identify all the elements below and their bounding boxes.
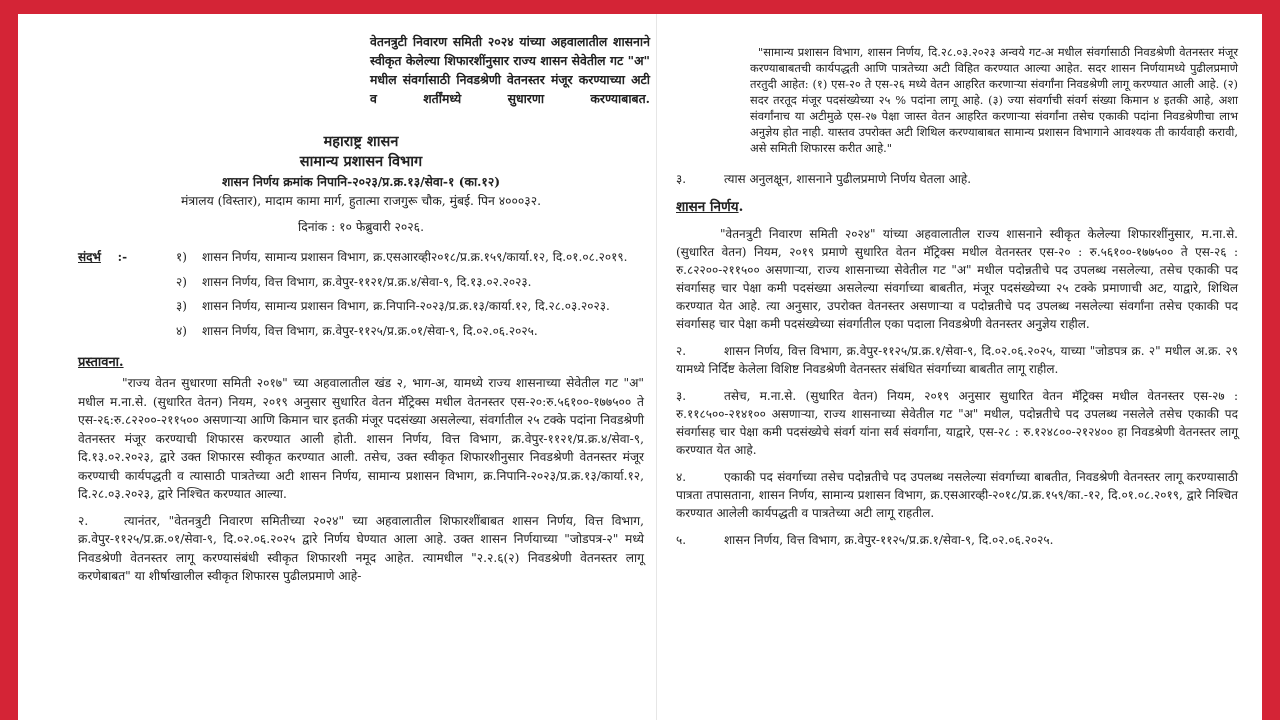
decision-paragraph-5: ५. शासन निर्णय, वित्त विभाग, क्र.वेपुर-११२५/प्र.क्र.१/सेवा-९, दि.०२.०६.२०२५. — [676, 533, 1054, 547]
paragraph-3: ३. त्यास अनुलक्षून, शासनाने पुढीलप्रमाणे निर्णय घेतला आहे. — [676, 172, 972, 186]
decision-paragraph-1: "वेतनत्रुटी निवारण समिती २०२४" यांच्या अहवालातील राज्य शासनाने स्वीकृत केलेल्या शिफारशींनुसार, म.ना.से. (सुधारित वेतन) नियम, २०१९ प्रमाणे सुधारित वेतन मॅट्रिक्स मधील वेतनस्तर एस-२० : रु.५६१००-१७७५०० ते एस-२६ : रु.८२२००-२११५०० असणाऱ्या, राज्य शासनाच्या सेवेतील गट "अ" मधील पदोन्नतीचे पद उपलब्ध नसलेल्या, तसेच एकाकी पद संवर्गासह चार पेक्षा कमी पदसंख्या असलेल्या संवर्गाच्या बाबतीत, मंजूर पदसंख्येच्या २५ टक्के प्रमाणाची अट, याद्वारे, शिथिल करण्यात येत आहे. त्या अनुसार, उपरोक्त वेतनस्तर असणाऱ्या व पदोन्नतीचे पद उपलब्ध नसलेल्या संवर्गांना तसेच एकाकी पद संवर्गासह चार पेक्षा कमी पदसंख्येच्या संवर्गातील एका पदाला निवडश्रेणी वेतनस्तर अनुज्ञेय राहील. — [676, 227, 1238, 331]
preamble-heading: प्रस्तावना. — [78, 355, 124, 370]
government-title: महाराष्ट्र शासन — [323, 133, 399, 150]
document-sheet — [18, 14, 1262, 720]
document-page-right — [666, 14, 1252, 720]
reference-item: ३) शासन निर्णय, सामान्य प्रशासन विभाग, क्र.निपानि-२०२३/प्र.क्र.१३/कार्या.१२, दि.२८.०३.२०२३. — [176, 299, 610, 313]
decision-paragraph-3: ३. तसेच, म.ना.से. (सुधारित वेतन) नियम, २०१९ अनुसार सुधारित वेतन मॅट्रिक्स मधील वेतनस्तर एस-२७ : रु.११८५००-२१४१०० असणाऱ्या, राज्य शासनाच्या सेवेतील गट "अ" मधील, पदोन्नतीचे पद उपलब्ध नसलेले तसेच एकाकी पद संवर्गासह चार पेक्षा कमी पदसंख्येचे संवर्ग यांना सर्व संवर्गांना, याद्वारे, एस-२८ : रु.१२४८००-२१२४०० हा निवडश्रेणी वेतनस्तर लागू करण्यात येत आहे. — [676, 389, 1238, 457]
reference-item: २) शासन निर्णय, वित्त विभाग, क्र.वेपुर-११२१/प्र.क्र.४/सेवा-९, दि.१३.०२.२०२३. — [176, 274, 532, 289]
department-title: सामान्य प्रशासन विभाग — [299, 153, 423, 170]
gr-number: शासन निर्णय क्रमांक निपानि-२०२३/प्र.क्र.१३/सेवा-१ (का.१२) — [221, 174, 501, 189]
reference-item: १) शासन निर्णय, सामान्य प्रशासन विभाग, क्र.एसआरव्ही२०१८/प्र.क्र.१५९/कार्या.१२, दि.०१.०८.२०१९. — [176, 250, 628, 264]
subject-heading: वेतनत्रुटी निवारण समिती २०२४ यांच्या अहवालातील शासनाने स्वीकृत केलेल्या शिफारशींनुसार राज्य शासन सेवेतील गट "अ" मधील संवर्गासाठी निवडश्रेणी वेतनस्तर मंजूर करण्याच्या अटी व शर्तींमध्ये सुधारणा करण्याबाबत. — [370, 34, 650, 106]
date-line: दिनांक : १० फेब्रुवारी २०२६. — [298, 220, 424, 234]
references-block — [78, 250, 644, 348]
decision-paragraph-2: २. शासन निर्णय, वित्त विभाग, क्र.वेपुर-११२५/प्र.क्र.१/सेवा-९, दि.०२.०६.२०२५, याच्या "जोडपत्र क्र. २" मधील अ.क्र. २९ यामध्ये निर्दिष्ट केलेला विशिष्ट निवडश्रेणी वेतनस्तर संबंधित संवर्गाच्या बाबतीत लागू राहील. — [676, 344, 1238, 376]
reference-item: ४) शासन निर्णय, वित्त विभाग, क्र.वेपुर-११२५/प्र.क्र.०१/सेवा-९, दि.०२.०६.२०२५. — [176, 323, 538, 338]
quoted-recommendation: "सामान्य प्रशासन विभाग, शासन निर्णय, दि.२८.०३.२०२३ अन्वये गट-अ मधील संवर्गासाठी निवडश्रेणी वेतनस्तर मंजूर करण्याबाबतची कार्यपद्धती आणि पात्रतेच्या अटी विहित करण्यात आल्या आहेत. सदर शासन निर्णयामध्ये पुढीलप्रमाणे तरतुदी आहेत: (१) एस-२० ते एस-२६ मध्ये वेतन आहरित करणाऱ्या संवर्गांना निवडश्रेणी लागू करण्यात आली आहे. (२) सदर तरतूद मंजूर पदसंख्येच्या २५ % पदांना लागू आहे. (३) ज्या संवर्गाची संवर्ग संख्या किमान ४ इतकी आहे, अशा संवर्गांनाच या अटीमुळे एस-२७ पेक्षा जास्त वेतन आहरित करणाऱ्या संवर्गांना तसेच एकाकी पदांना निवडश्रेणीचा लाभ अनुज्ञेय होत नाही. यास्तव उपरोक्त अटी शिथिल करण्याबाबत सामान्य प्रशासन विभागाने आवश्यक ती कार्यवाही करावी, असे समिती शिफारस करीत आहे." — [750, 45, 1238, 155]
references-list — [176, 250, 644, 348]
preamble-paragraph-2: २. त्यानंतर, "वेतनत्रुटी निवारण समितीच्या २०२४" च्या अहवालातील शिफारशींबाबत शासन निर्णय, वित्त विभाग, क्र.वेपुर-११२५/प्र.क्र.०१/सेवा-९, दि.०२.०६.२०२५ द्वारे निर्णय घेण्यात आला आहे. उक्त शासन निर्णयाच्या "जोडपत्र-२" मध्ये निवडश्रेणी वेतनस्तर लागू करण्यासंबंधी स्वीकृत शिफारशी नमूद आहेत. त्यामधील "२.२.६(२) निवडश्रेणी वेतनस्तर लागू करणेबाबत" या शीर्षाखालील स्वीकृत शिफारस पुढीलप्रमाणे आहे- — [78, 513, 644, 583]
decision-heading: शासन निर्णय. — [676, 199, 744, 215]
address-line: मंत्रालय (विस्तार), मादाम कामा मार्ग, हुतात्मा राजगुरू चौक, मुंबई. पिन ४०००३२. — [180, 194, 542, 208]
references-label: संदर्भ :- — [78, 250, 128, 264]
document-page-left — [70, 14, 656, 720]
decision-paragraph-4: ४. एकाकी पद संवर्गाच्या तसेच पदोन्नतीचे पद उपलब्ध नसलेल्या संवर्गाच्या बाबतीत, निवडश्रेणी वेतनस्तर लागू करण्यासाठी पात्रता तपासताना, शासन निर्णय, सामान्य प्रशासन विभाग, क्र.एसआरव्ही-२०१८/प्र.क्र.१५९/का.-१२, दि.०१.०८.२०१९, द्वारे निश्चित करण्यात आलेली कार्यपद्धती व पात्रतेच्या अटी लागू राहतील. — [676, 470, 1238, 520]
preamble-paragraph-1: "राज्य वेतन सुधारणा समिती २०१७" च्या अहवालातील खंड २, भाग-अ, यामध्ये राज्य शासनाच्या सेवेतील गट "अ" मधील म.ना.से. (सुधारित वेतन) नियम, २०१९ अनुसार सुधारित वेतन मॅट्रिक्स मधील वेतनस्तर एस-२०:रु.५६१००-१७७५०० ते एस-२६:रु.८२२००-२११५०० असणाऱ्या आणि किमान चार इतकी मंजूर पदसंख्या असलेल्या, संवर्गातील २५ टक्के पदांना निवडश्रेणी वेतनस्तर मंजूर करण्याची शिफारस करण्यात आली होती. शासन निर्णय, वित्त विभाग, क्र.वेपुर-११२१/प्र.क्र.४/सेवा-९, दि.१३.०२.२०२३, द्वारे उक्त शिफारस स्वीकृत करण्यात आली. तसेच, उक्त स्वीकृत शिफारशीनुसार निवडश्रेणी वेतनस्तर मंजूर करण्याची कार्यपद्धती व त्यासाठी पात्रतेच्या अटी शासन निर्णय, सामान्य प्रशासन विभाग, क्र.निपानि-२०२३/प्र.क्र.१३/कार्या.१२, दि.२८.०३.२०२३, द्वारे निश्चित करण्यात आल्या. — [78, 376, 644, 501]
